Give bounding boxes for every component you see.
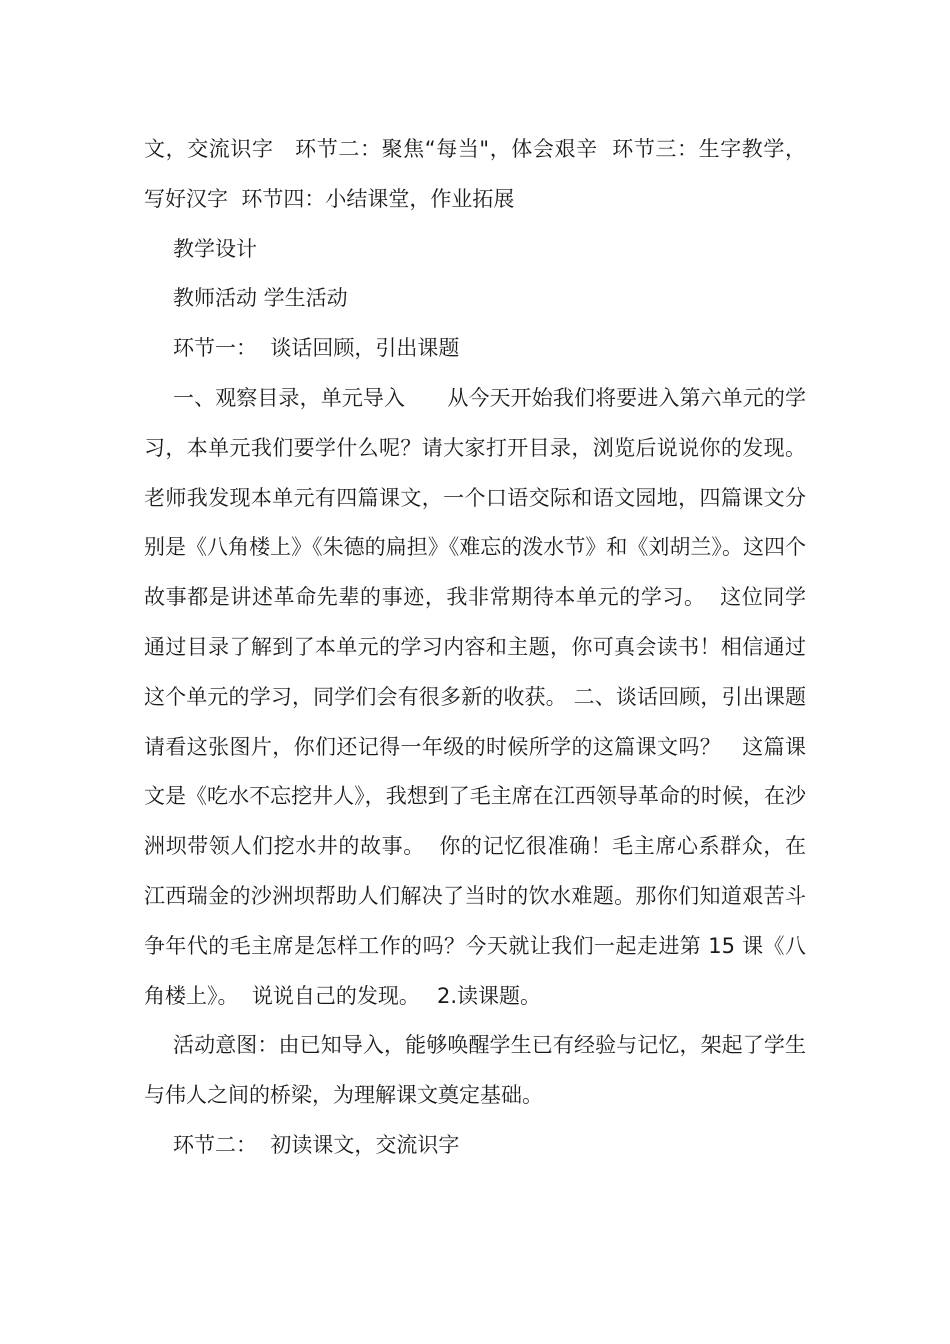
paragraph-section-one-heading: 环节一： 谈话回顾，引出课题 bbox=[173, 336, 460, 361]
document-body bbox=[144, 125, 820, 1171]
paragraph-activity-columns: 教师活动 学生活动 bbox=[173, 286, 348, 311]
paragraph-section-two-heading: 环节二： 初读课文，交流识字 bbox=[173, 1132, 460, 1157]
paragraph-section-one-body: 一、观察目录，单元导入 从今天开始我们将要进入第六单元的学习，本单元我们要学什么呢？请大家打开目录，浏览后说说你的发现。 老师我发现本单元有四篇课文，一个口语交际和语文园地，四篇课文分别是《八角楼上》《朱德的扁担》《难忘的泼水节》和《刘胡兰》。这四个故事都是讲述革命先辈的事迹，我非常期待本单元的学习。 这位同学通过目录了解到了本单元的学习内容和主题，你可真会读书！相信通过这个单元的学习，同学们会有很多新的收获。 二、谈话回顾，引出课题 请看这张图片，你们还记得一年级的时候所学的这篇课文吗？ 这篇课文是《吃水不忘挖井人》，我想到了毛主席在江西领导革命的时候，在沙洲坝带领人们挖水井的故事。 你的记忆很准确！毛主席心系群众，在江西瑞金的沙洲坝帮助人们解决了当时的饮水难题。那你们知道艰苦斗争年代的毛主席是怎样工作的吗？今天就让我们一起走进第 15 课《八角楼上》。 说说自己的发现。 2.读课题。 bbox=[144, 385, 820, 1008]
paragraph-teaching-design-heading: 教学设计 bbox=[173, 236, 257, 261]
paragraph-section-list: 文，交流识字 环节二：聚焦“每当"，体会艰辛 环节三：生字教学，写好汉字 环节四：小结课堂，作业拓展 bbox=[144, 137, 806, 211]
paragraph-activity-intent: 活动意图：由已知导入，能够唤醒学生已有经验与记忆，架起了学生与伟人之间的桥梁，为理解课文奠定基础。 bbox=[144, 1033, 806, 1108]
